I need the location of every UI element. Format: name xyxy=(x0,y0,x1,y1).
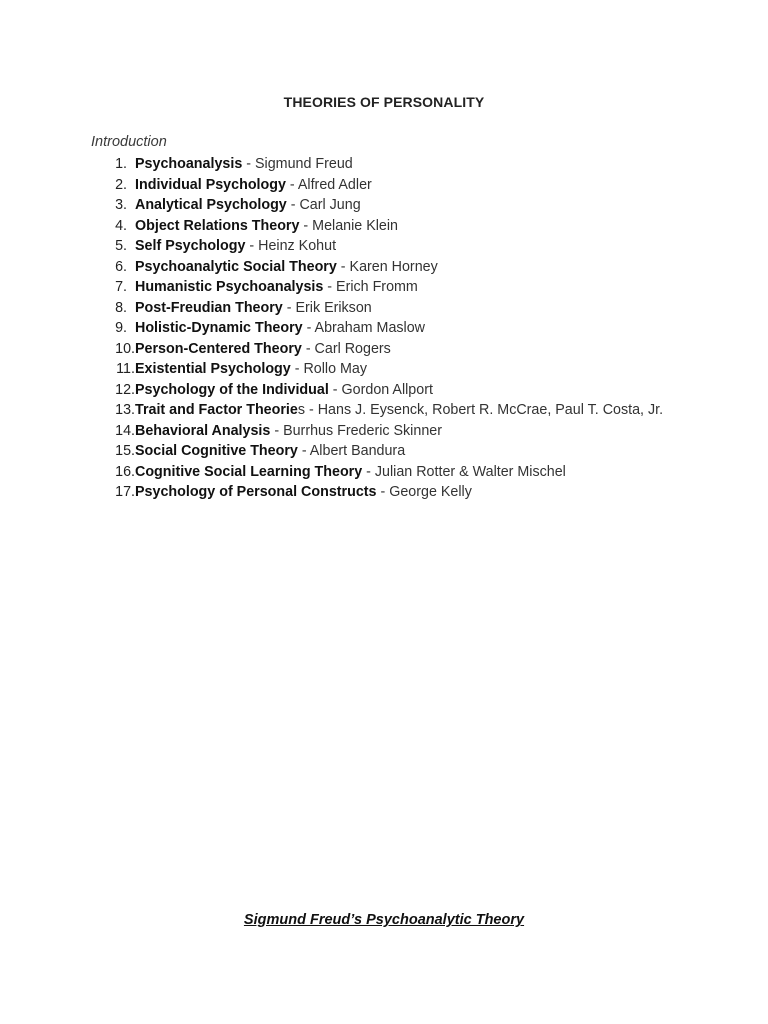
list-item xyxy=(100,277,700,298)
list-number: 13. xyxy=(115,402,135,418)
list-number: 3. xyxy=(115,197,127,213)
theorist-name: - Abraham Maslow xyxy=(302,320,426,336)
theory-name: Existential Psychology xyxy=(135,361,291,377)
theorist-name: - Alfred Adler xyxy=(285,176,372,193)
theorist-name: - Gordon Allport xyxy=(328,381,433,398)
list-number: 6. xyxy=(115,258,127,275)
theorist-name: - Rollo May xyxy=(290,361,368,377)
list-item xyxy=(100,441,700,462)
list-item xyxy=(100,175,700,196)
theory-name: Psychoanalytic Social Theory xyxy=(135,258,337,275)
theorist-name: - Sigmund Freud xyxy=(242,156,353,172)
list-number: 4. xyxy=(115,217,127,234)
theory-name: Psychology of the Individual xyxy=(135,381,329,398)
theorist-name: - Julian Rotter & Walter Mischel xyxy=(362,463,566,480)
list-number: 8. xyxy=(115,299,127,316)
list-item xyxy=(100,318,700,339)
intro-heading: Introduction xyxy=(91,134,167,150)
theory-name: Post-Freudian Theory xyxy=(135,299,283,316)
theorist-name: - Melanie Klein xyxy=(299,217,398,234)
theory-name: Self Psychology xyxy=(135,238,246,254)
theorist-name: - Carl Jung xyxy=(286,197,361,213)
theorist-name: - Heinz Kohut xyxy=(245,238,337,254)
theory-name: Individual Psychology xyxy=(135,176,286,193)
theorist-name: s - Hans J. Eysenck, Robert R. McCrae, Paul T. Costa, Jr. xyxy=(297,402,664,418)
list-item xyxy=(100,257,700,278)
theorist-name: - Karen Horney xyxy=(336,258,438,275)
list-item xyxy=(100,154,700,175)
theory-name: Behavioral Analysis xyxy=(135,422,271,439)
list-number: 2. xyxy=(115,176,127,193)
list-number: 16. xyxy=(115,463,135,480)
list-number: 1. xyxy=(115,156,127,172)
list-item xyxy=(100,359,700,380)
theory-name: Social Cognitive Theory xyxy=(135,443,298,459)
theory-name: Psychology of Personal Constructs xyxy=(135,484,377,500)
list-item xyxy=(100,462,700,483)
list-item xyxy=(100,216,700,237)
theory-name: Humanistic Psychoanalysis xyxy=(135,279,324,295)
list-item xyxy=(100,482,700,503)
theory-name: Trait and Factor Theorie xyxy=(135,402,298,418)
list-item xyxy=(100,421,700,442)
list-item xyxy=(100,236,700,257)
list-number: 14. xyxy=(115,422,135,439)
list-item xyxy=(100,298,700,319)
theory-name: Analytical Psychology xyxy=(135,197,287,213)
theorist-name: - Carl Rogers xyxy=(301,340,391,357)
list-number: 11. xyxy=(116,361,135,377)
theorist-name: - Burrhus Frederic Skinner xyxy=(270,422,442,439)
list-number: 10. xyxy=(115,340,135,357)
theory-name: Psychoanalysis xyxy=(135,156,243,172)
list-item xyxy=(100,400,700,421)
list-item xyxy=(100,339,700,360)
list-item xyxy=(100,380,700,401)
theorist-name: - Albert Bandura xyxy=(297,443,406,459)
list-number: 15. xyxy=(115,443,135,459)
theory-name: Person-Centered Theory xyxy=(135,340,302,357)
theorist-name: - Erich Fromm xyxy=(323,279,418,295)
theory-name: Object Relations Theory xyxy=(135,217,300,234)
list-number: 12. xyxy=(115,381,135,398)
list-number: 9. xyxy=(115,320,127,336)
theorist-name: - George Kelly xyxy=(376,484,472,500)
theory-name: Holistic-Dynamic Theory xyxy=(135,320,303,336)
theory-name: Cognitive Social Learning Theory xyxy=(135,463,363,480)
theorist-name: - Erik Erikson xyxy=(282,299,372,316)
section-heading: Sigmund Freud’s Psychoanalytic Theory xyxy=(243,912,525,928)
page-title: THEORIES OF PERSONALITY xyxy=(283,94,485,110)
list-number: 7. xyxy=(115,279,127,295)
list-item xyxy=(100,195,700,216)
list-number: 5. xyxy=(115,238,127,254)
list-number: 17. xyxy=(115,484,135,500)
theories-list xyxy=(100,154,700,503)
